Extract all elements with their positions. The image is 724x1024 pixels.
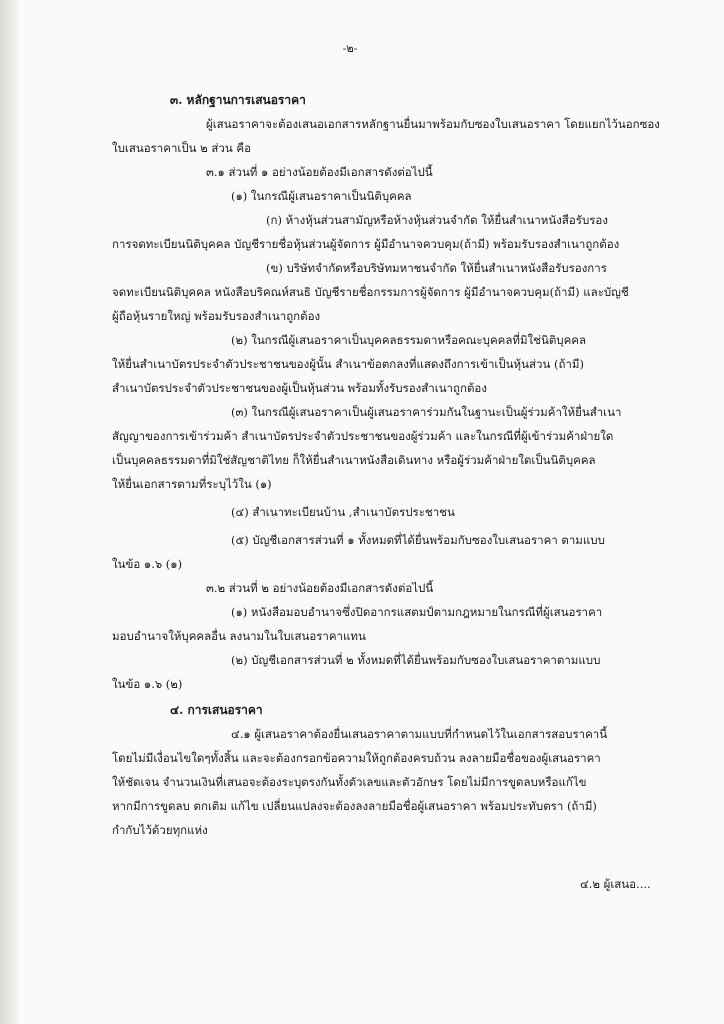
paragraph-line: จดทะเบียนนิติบุคคล หนังสือบริคณห์สนธิ บัญชีรายชื่อกรรมการผู้จัดการ ผู้มีอำนาจควบคุม(ถ้ามี) และบัญชี (112, 285, 629, 299)
paragraph-line: ใบเสนอราคาเป็น ๒ ส่วน คือ (112, 141, 251, 155)
paragraph-line: สัญญาของการเข้าร่วมค้า สำเนาบัตรประจำตัวประชาชนของผู้ร่วมค้า และในกรณีที่ผู้เข้าร่วมค้าฝ่ายใด (112, 429, 614, 443)
subsection-3-2: ๓.๒ ส่วนที่ ๒ อย่างน้อยต้องมีเอกสารดังต่อไปนี้ (206, 581, 434, 595)
item-4: (๔) สำเนาทะเบียนบ้าน ,สำเนาบัตรประชาชน (231, 505, 455, 519)
item-1: (๑) ในกรณีผู้เสนอราคาเป็นนิติบุคคล (231, 189, 412, 203)
paragraph-line: โดยไม่มีเงื่อนไขใดๆทั้งสิ้น และจะต้องกรอกข้อความให้ถูกต้องครบถ้วน ลงลายมือชื่อของผู้เสนอราคา (112, 751, 601, 765)
paragraph-line: ในข้อ ๑.๖ (๑) (112, 557, 183, 571)
paragraph-line: การจดทะเบียนนิติบุคคล บัญชีรายชื่อหุ้นส่วนผู้จัดการ ผู้มีอำนาจควบคุม(ถ้ามี) พร้อมรับรองสำเนาถูกต้อง (112, 237, 620, 251)
paragraph-line: มอบอำนาจให้บุคคลอื่น ลงนามในใบเสนอราคาแทน (112, 629, 366, 643)
item-3-2-1: (๑) หนังสือมอบอำนาจซึ่งปิดอากรแสตมป์ตามกฎหมายในกรณีที่ผู้เสนอราคา (231, 605, 603, 619)
paragraph-line: ในข้อ ๑.๖ (๒) (112, 677, 183, 691)
item-4-1: ๔.๑ ผู้เสนอราคาต้องยื่นเสนอราคาตามแบบที่กำหนดไว้ในเอกสารสอบราคานี้ (231, 727, 608, 741)
paragraph-line: หากมีการขูดลบ ตกเติม แก้ไข เปลี่ยนแปลงจะต้องลงลายมือชื่อผู้เสนอราคา พร้อมประทับตรา (ถ้ามี) (112, 799, 597, 813)
item-3: (๓) ในกรณีผู้เสนอราคาเป็นผู้เสนอราคาร่วมกันในฐานะเป็นผู้ร่วมค้าให้ยื่นสำเนา (231, 405, 622, 419)
item-2: (๒) ในกรณีผู้เสนอราคาเป็นบุคคลธรรมดาหรือคณะบุคคลที่มิใช่นิติบุคคล (231, 333, 587, 347)
paragraph-line: ให้ชัดเจน จำนวนเงินที่เสนอจะต้องระบุตรงกันทั้งตัวเลขและตัวอักษร โดยไม่มีการขูดลบหรือแก้ไข (112, 775, 587, 789)
paragraph-line: เป็นบุคคลธรรมดาที่มิใช่สัญชาติไทย ก็ให้ยื่นสำเนาหนังสือเดินทาง หรือผู้ร่วมค้าฝ่ายใดเป็นนิติบุคคล (112, 453, 596, 467)
item-5: (๕) บัญชีเอกสารส่วนที่ ๑ ทั้งหมดที่ได้ยื่นพร้อมกับซองใบเสนอราคา ตามแบบ (231, 533, 605, 547)
subsection-3-1: ๓.๑ ส่วนที่ ๑ อย่างน้อยต้องมีเอกสารดังต่อไปนี้ (206, 165, 433, 179)
paragraph-line: สำเนาบัตรประจำตัวประชาชนของผู้เป็นหุ้นส่วน พร้อมทั้งรับรองสำเนาถูกต้อง (112, 381, 487, 395)
item-3-2-2: (๒) บัญชีเอกสารส่วนที่ ๒ ทั้งหมดที่ได้ยื่นพร้อมกับซองใบเสนอราคาตามแบบ (231, 653, 601, 667)
section-4-heading: ๔. การเสนอราคา (170, 703, 263, 717)
paragraph-line: ให้ยื่นเอกสารตามที่ระบุไว้ใน (๑) (112, 477, 272, 491)
scan-edge-shadow (0, 0, 18, 1024)
item-1-a: (ก) ห้างหุ้นส่วนสามัญหรือห้างหุ้นส่วนจำกัด ให้ยื่นสำเนาหนังสือรับรอง (266, 213, 608, 227)
paragraph-line: ให้ยื่นสำเนาบัตรประจำตัวประชาชนของผู้นั้น สำเนาข้อตกลงที่แสดงถึงการเข้าเป็นหุ้นส่วน (ถ้ามี) (112, 357, 584, 371)
paragraph-line: กำกับไว้ด้วยทุกแห่ง (112, 823, 208, 837)
section-3-heading: ๓. หลักฐานการเสนอราคา (170, 93, 306, 107)
continuation-text: ๔.๒ ผู้เสนอ.... (580, 877, 651, 891)
page-number: -๒- (342, 41, 358, 55)
item-1-b: (ข) บริษัทจำกัดหรือบริษัทมหาชนจำกัด ให้ยื่นสำเนาหนังสือรับรองการ (266, 261, 607, 275)
paragraph-line: ผู้เสนอราคาจะต้องเสนอเอกสารหลักฐานยื่นมาพร้อมกับซองใบเสนอราคา โดยแยกไว้นอกซอง (206, 117, 660, 131)
paragraph-line: ผู้ถือหุ้นรายใหญ่ พร้อมรับรองสำเนาถูกต้อง (112, 309, 321, 323)
